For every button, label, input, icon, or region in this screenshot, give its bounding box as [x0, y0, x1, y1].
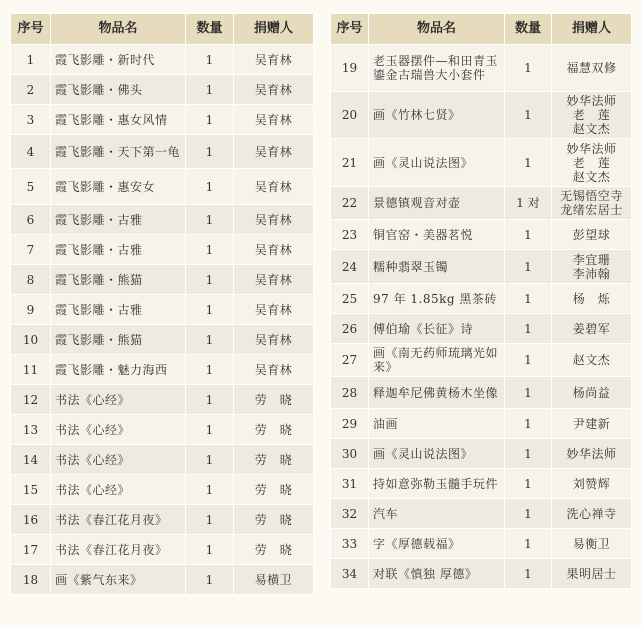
- cell-donor: 吴育林: [234, 45, 314, 75]
- cell-no: 13: [11, 415, 51, 445]
- cell-qty: 1: [505, 499, 552, 529]
- cell-item: 画《南无药师琉璃光如来》: [369, 344, 505, 377]
- table-row: [11, 235, 314, 265]
- cell-item: 傅伯瑜《长征》诗: [369, 314, 505, 344]
- cell-no: 20: [331, 92, 369, 139]
- table-row: [331, 409, 632, 439]
- table-row: [11, 265, 314, 295]
- cell-no: 3: [11, 105, 51, 135]
- table-row: [331, 187, 632, 220]
- cell-item: 霞飞影雕・惠安女: [51, 169, 186, 205]
- cell-qty: 1: [505, 220, 552, 250]
- cell-no: 27: [331, 344, 369, 377]
- cell-no: 28: [331, 377, 369, 409]
- cell-no: 34: [331, 559, 369, 589]
- cell-item: 书法《心经》: [51, 445, 186, 475]
- cell-donor: 吴育林: [234, 265, 314, 295]
- cell-qty: 1: [505, 344, 552, 377]
- cell-donor: 劳 晓: [234, 385, 314, 415]
- cell-item: 画《竹林七贤》: [369, 92, 505, 139]
- cell-no: 25: [331, 284, 369, 314]
- table-header-row: [11, 14, 314, 45]
- cell-no: 10: [11, 325, 51, 355]
- table-row: [11, 565, 314, 595]
- cell-no: 4: [11, 135, 51, 169]
- table-row: [331, 377, 632, 409]
- cell-no: 18: [11, 565, 51, 595]
- table-row: [11, 169, 314, 205]
- cell-item: 汽车: [369, 499, 505, 529]
- cell-qty: 1: [505, 529, 552, 559]
- cell-donor: 妙华法师 老 莲 赵文杰: [552, 92, 632, 139]
- cell-item: 霞飞影雕・新时代: [51, 45, 186, 75]
- donation-table-right: [330, 13, 632, 589]
- cell-no: 16: [11, 505, 51, 535]
- cell-donor: 吴育林: [234, 105, 314, 135]
- cell-no: 5: [11, 169, 51, 205]
- cell-no: 6: [11, 205, 51, 235]
- cell-donor: 吴育林: [234, 235, 314, 265]
- table-row: [11, 355, 314, 385]
- cell-no: 31: [331, 469, 369, 499]
- cell-donor: 易横卫: [234, 565, 314, 595]
- cell-item: 霞飞影雕・古雅: [51, 235, 186, 265]
- header-item: 物品名: [369, 14, 505, 45]
- table-row: [331, 139, 632, 187]
- cell-qty: 1: [505, 139, 552, 187]
- cell-no: 17: [11, 535, 51, 565]
- cell-item: 书法《心经》: [51, 385, 186, 415]
- header-qty: 数量: [505, 14, 552, 45]
- cell-no: 9: [11, 295, 51, 325]
- cell-item: 画《灵山说法图》: [369, 139, 505, 187]
- cell-item: 霞飞影雕・佛头: [51, 75, 186, 105]
- cell-item: 对联《慎独 厚德》: [369, 559, 505, 589]
- table-row: [11, 45, 314, 75]
- cell-donor: 刘赞辉: [552, 469, 632, 499]
- cell-donor: 吴育林: [234, 205, 314, 235]
- table-row: [331, 439, 632, 469]
- table-row: [11, 535, 314, 565]
- table-row: [11, 295, 314, 325]
- cell-item: 书法《心经》: [51, 475, 186, 505]
- cell-qty: 1: [186, 445, 234, 475]
- table-row: [331, 220, 632, 250]
- cell-donor: 赵文杰: [552, 344, 632, 377]
- cell-no: 32: [331, 499, 369, 529]
- cell-item: 书法《春江花月夜》: [51, 535, 186, 565]
- cell-item: 书法《心经》: [51, 415, 186, 445]
- table-row: [331, 559, 632, 589]
- cell-donor: 吴育林: [234, 75, 314, 105]
- cell-qty: 1: [505, 409, 552, 439]
- cell-no: 23: [331, 220, 369, 250]
- header-item: 物品名: [51, 14, 186, 45]
- cell-no: 24: [331, 250, 369, 284]
- cell-qty: 1: [186, 295, 234, 325]
- cell-no: 12: [11, 385, 51, 415]
- table-row: [331, 469, 632, 499]
- cell-item: 画《紫气东来》: [51, 565, 186, 595]
- cell-no: 21: [331, 139, 369, 187]
- cell-qty: 1: [186, 235, 234, 265]
- table-row: [331, 45, 632, 92]
- cell-donor: 吴育林: [234, 135, 314, 169]
- cell-donor: 劳 晓: [234, 535, 314, 565]
- cell-donor: 劳 晓: [234, 475, 314, 505]
- cell-donor: 劳 晓: [234, 445, 314, 475]
- cell-qty: 1: [505, 559, 552, 589]
- cell-qty: 1: [186, 475, 234, 505]
- table-header-row: [331, 14, 632, 45]
- cell-no: 11: [11, 355, 51, 385]
- cell-qty: 1: [505, 469, 552, 499]
- cell-no: 1: [11, 45, 51, 75]
- cell-item: 糯种翡翠玉镯: [369, 250, 505, 284]
- cell-donor: 吴育林: [234, 355, 314, 385]
- cell-donor: 吴育林: [234, 295, 314, 325]
- cell-item: 书法《春江花月夜》: [51, 505, 186, 535]
- cell-donor: 李宜珊 李沛翰: [552, 250, 632, 284]
- cell-donor: 果明居士: [552, 559, 632, 589]
- table-row: [331, 250, 632, 284]
- cell-qty: 1 对: [505, 187, 552, 220]
- cell-item: 油画: [369, 409, 505, 439]
- cell-no: 33: [331, 529, 369, 559]
- table-row: [11, 75, 314, 105]
- cell-donor: 杨 烁: [552, 284, 632, 314]
- cell-item: 霞飞影雕・天下第一龟: [51, 135, 186, 169]
- cell-qty: 1: [505, 250, 552, 284]
- cell-no: 7: [11, 235, 51, 265]
- cell-qty: 1: [505, 92, 552, 139]
- cell-item: 铜官窑・美器茗悦: [369, 220, 505, 250]
- cell-item: 持如意弥勒玉髓手玩件: [369, 469, 505, 499]
- cell-qty: 1: [186, 75, 234, 105]
- donation-table-left: [10, 13, 314, 595]
- cell-no: 30: [331, 439, 369, 469]
- cell-donor: 吴育林: [234, 325, 314, 355]
- cell-donor: 无锡悟空寺 龙绪宏居士: [552, 187, 632, 220]
- table-row: [11, 385, 314, 415]
- cell-no: 26: [331, 314, 369, 344]
- cell-qty: 1: [186, 105, 234, 135]
- cell-item: 字《厚德载福》: [369, 529, 505, 559]
- cell-no: 22: [331, 187, 369, 220]
- cell-qty: 1: [186, 355, 234, 385]
- cell-qty: 1: [186, 45, 234, 75]
- cell-no: 29: [331, 409, 369, 439]
- cell-no: 19: [331, 45, 369, 92]
- cell-donor: 彭望球: [552, 220, 632, 250]
- table-row: [331, 92, 632, 139]
- cell-item: 景德镇观音对壶: [369, 187, 505, 220]
- cell-donor: 劳 晓: [234, 505, 314, 535]
- cell-donor: 尹建新: [552, 409, 632, 439]
- cell-donor: 劳 晓: [234, 415, 314, 445]
- cell-qty: 1: [505, 314, 552, 344]
- cell-qty: 1: [186, 385, 234, 415]
- cell-donor: 姜碧军: [552, 314, 632, 344]
- cell-no: 2: [11, 75, 51, 105]
- cell-qty: 1: [186, 415, 234, 445]
- cell-donor: 易衡卫: [552, 529, 632, 559]
- table-row: [11, 415, 314, 445]
- cell-item: 释迦牟尼佛黄杨木坐像: [369, 377, 505, 409]
- cell-item: 霞飞影雕・魅力海西: [51, 355, 186, 385]
- cell-donor: 妙华法师: [552, 439, 632, 469]
- table-row: [331, 499, 632, 529]
- cell-no: 8: [11, 265, 51, 295]
- cell-qty: 1: [186, 565, 234, 595]
- cell-item: 霞飞影雕・古雅: [51, 295, 186, 325]
- cell-no: 14: [11, 445, 51, 475]
- cell-qty: 1: [186, 325, 234, 355]
- cell-donor: 妙华法师 老 莲 赵文杰: [552, 139, 632, 187]
- header-donor: 捐赠人: [234, 14, 314, 45]
- cell-qty: 1: [505, 439, 552, 469]
- cell-donor: 福慧双修: [552, 45, 632, 92]
- cell-item: 老玉器摆件—和田青玉鎏金古瑞兽大小套件: [369, 45, 505, 92]
- cell-item: 97 年 1.85kg 黑茶砖: [369, 284, 505, 314]
- table-row: [331, 344, 632, 377]
- table-row: [11, 475, 314, 505]
- table-row: [11, 505, 314, 535]
- table-row: [11, 325, 314, 355]
- cell-item: 画《灵山说法图》: [369, 439, 505, 469]
- header-no: 序号: [331, 14, 369, 45]
- cell-qty: 1: [186, 535, 234, 565]
- table-row: [11, 135, 314, 169]
- cell-item: 霞飞影雕・熊猫: [51, 325, 186, 355]
- cell-qty: 1: [186, 205, 234, 235]
- cell-qty: 1: [505, 284, 552, 314]
- cell-qty: 1: [186, 265, 234, 295]
- header-donor: 捐赠人: [552, 14, 632, 45]
- cell-qty: 1: [186, 135, 234, 169]
- cell-item: 霞飞影雕・熊猫: [51, 265, 186, 295]
- cell-no: 15: [11, 475, 51, 505]
- table-row: [11, 445, 314, 475]
- cell-qty: 1: [505, 377, 552, 409]
- cell-item: 霞飞影雕・惠女风情: [51, 105, 186, 135]
- table-row: [331, 314, 632, 344]
- table-row: [11, 205, 314, 235]
- header-qty: 数量: [186, 14, 234, 45]
- table-row: [331, 529, 632, 559]
- cell-item: 霞飞影雕・古雅: [51, 205, 186, 235]
- table-row: [331, 284, 632, 314]
- header-no: 序号: [11, 14, 51, 45]
- cell-donor: 洗心禅寺: [552, 499, 632, 529]
- cell-donor: 杨尚益: [552, 377, 632, 409]
- cell-donor: 吴育林: [234, 169, 314, 205]
- table-row: [11, 105, 314, 135]
- cell-qty: 1: [186, 169, 234, 205]
- cell-qty: 1: [505, 45, 552, 92]
- cell-qty: 1: [186, 505, 234, 535]
